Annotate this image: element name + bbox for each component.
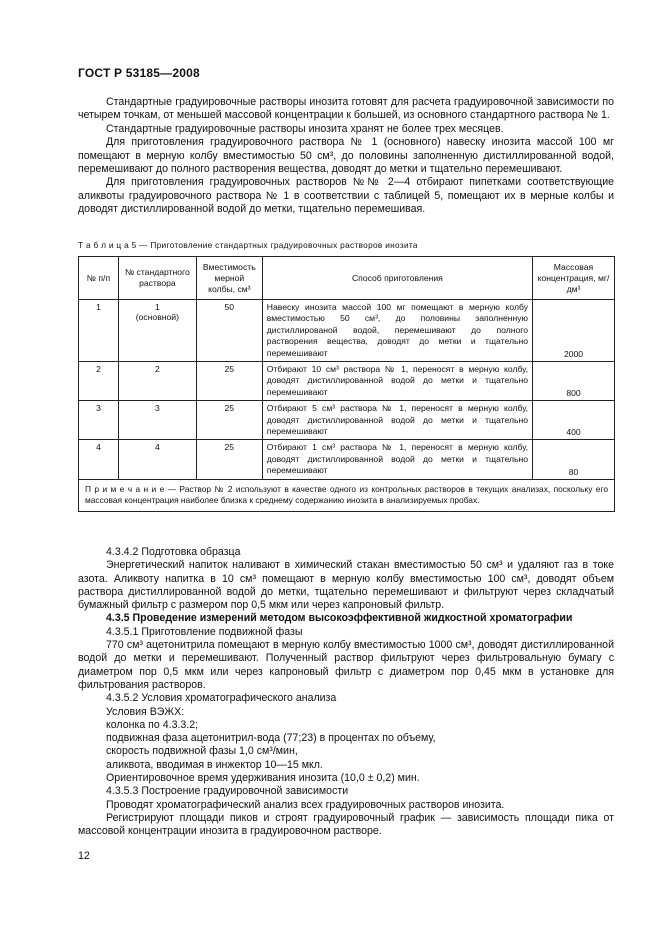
table-row <box>79 440 615 479</box>
table-caption: Т а б л и ц а 5 — Приготовление стандартных градуировочных растворов инозита <box>78 240 418 250</box>
table-row <box>79 300 615 362</box>
cell-volume: 25 <box>196 440 262 479</box>
table-note-row <box>79 479 615 511</box>
cell-volume: 50 <box>196 300 262 362</box>
col-header-volume: Вместимость мерной колбы, см³ <box>196 257 262 300</box>
cell-num: 4 <box>79 440 119 479</box>
section-text-4353: Проводят хроматографический анализ всех градуировочных растворов инозита. <box>106 798 505 811</box>
paragraph: Для приготовления градуировочного раствора № 1 (основного) навеску инозита массой 100 мг помещают в мерную колбу вместимостью 50 см³, до половины заполненную дистиллированной водой, перемешивают до полного растворения вещества, доводят до метки и тщательно перемешивают. <box>78 136 614 176</box>
page-number: 12 <box>78 850 90 862</box>
table-note: П р и м е ч а н и е — Раствор № 2 используют в качестве одного из контрольных растворов в текущих анализах, поскольку его массовая концентрация наиболее близка к среднему содержанию инозита в анализируемых пробах. <box>79 479 615 511</box>
col-header-method: Способ приготовления <box>262 257 532 300</box>
hplc-line: скорость подвижной фазы 1,0 см³/мин, <box>106 745 298 758</box>
cell-method: Навеску инозита массой 100 мг помещают в мерную колбу вместимостью 50 см³, до половины заполненную дистиллированой водой, перемешивают до полного растворения вещества, доводят до метки и тщательно перемешивают <box>262 300 532 362</box>
cell-conc: 80 <box>533 440 615 479</box>
section-title-4351: 4.3.5.1 Приготовление подвижной фазы <box>106 625 303 638</box>
cell-solution: 3 <box>118 401 196 440</box>
cell-volume: 25 <box>196 401 262 440</box>
cell-num: 2 <box>79 362 119 401</box>
paragraph: Для приготовления градуировочных растворов №№ 2—4 отбирают пипетками соответствующие аликвоты градуировочного раствора № 1 в соответствии с таблицей 5, помещают их в мерные колбы и доводят дистиллированной водой до метки, тщательно перемешивая. <box>78 176 614 216</box>
section-block <box>78 546 614 839</box>
intro-text <box>78 96 614 217</box>
cell-conc: 2000 <box>533 300 615 362</box>
section-title-4353: 4.3.5.3 Построение градуировочной зависимости <box>106 785 349 798</box>
section-text-4353: Регистрируют площади пиков и строят градуировочный график — зависимость площади пика от массовой концентрации инозита в градуировочном растворе. <box>78 811 614 838</box>
cell-solution <box>118 300 196 362</box>
table-row <box>79 401 615 440</box>
hplc-line: Условия ВЭЖХ: <box>106 705 185 718</box>
paragraph: Стандартные градуировочные растворы инозита хранят не более трех месяцев. <box>106 122 504 135</box>
col-header-conc: Массовая концентрация, мг/дм³ <box>533 257 615 300</box>
section-title-435: 4.3.5 Проведение измерений методом высокоэффективной жидкостной хроматографии <box>106 612 573 625</box>
hplc-line: аликвота, вводимая в инжектор 10—15 мкл. <box>106 758 323 771</box>
doc-header: ГОСТ Р 53185—2008 <box>78 66 200 80</box>
cell-solution: 4 <box>118 440 196 479</box>
section-title-4342: 4.3.4.2 Подготовка образца <box>106 546 241 558</box>
section-text-4342: Энергетический напиток наливают в химический стакан вместимостью 50 см³ и удаляют газ в токе азота. Аликвоту напитка в 10 см³ помещают в мерную колбу вместимостью 100 см³, доводят объем раствора дистиллированной водой до метки, тщательно перемешивают и фильтруют через складчатый бумажный фильтр с размером пор 0,5 мкм или через капроновый фильтр. <box>78 559 614 612</box>
cell-num: 1 <box>79 300 119 362</box>
solution-number: 1 <box>154 302 160 312</box>
cell-method: Отбирают 1 см³ раствора № 1, переносят в мерную колбу, доводят дистиллированной водой до метки и тщательно перемешивают <box>262 440 532 479</box>
hplc-line: Ориентировочное время удерживания инозита (10,0 ± 0,2) мин. <box>106 772 420 785</box>
cell-volume: 25 <box>196 362 262 401</box>
paragraph: Стандартные градуировочные растворы инозита готовят для расчета градуировочной зависимости по четырем точкам, от меньшей массовой концентрации к большей, из основного стандартного раствора № 1. <box>78 96 614 122</box>
cell-num: 3 <box>79 401 119 440</box>
cell-conc: 800 <box>533 362 615 401</box>
solution-note: (основной) <box>135 312 179 322</box>
hplc-line: подвижная фаза ацетонитрил-вода (77;23) в процентах по объему, <box>106 732 436 745</box>
table-header-row <box>79 257 615 300</box>
section-text-4351: 770 см³ ацетонитрила помещают в мерную колбу вместимостью 1000 см³, доводят дистиллированной водой до метки и перемешивают. Полученный раствор фильтруют через фильтровальную бумагу с диаметром пор 0,5 мкм или через капроновый фильтр с диаметром пор 0,45 мкм в установке для фильтрования растворов. <box>78 639 614 691</box>
cell-solution: 2 <box>118 362 196 401</box>
cell-method: Отбирают 5 см³ раствора № 1, переносят в мерную колбу, доводят дистиллированной водой до метки и тщательно перемешивают <box>262 401 532 440</box>
section-title-4352: 4.3.5.2 Условия хроматографического анализа <box>106 692 337 705</box>
table-row <box>79 362 615 401</box>
hplc-line: колонка по 4.3.3.2; <box>106 718 199 731</box>
cell-method: Отбирают 10 см³ раствора № 1, переносят в мерную колбу, доводят дистиллированной водой до метки и тщательно перемешивают <box>262 362 532 401</box>
col-header-num: № п/п <box>79 257 119 300</box>
preparation-table <box>78 256 615 512</box>
col-header-solution: № стандартного раствора <box>118 257 196 300</box>
cell-conc: 400 <box>533 401 615 440</box>
